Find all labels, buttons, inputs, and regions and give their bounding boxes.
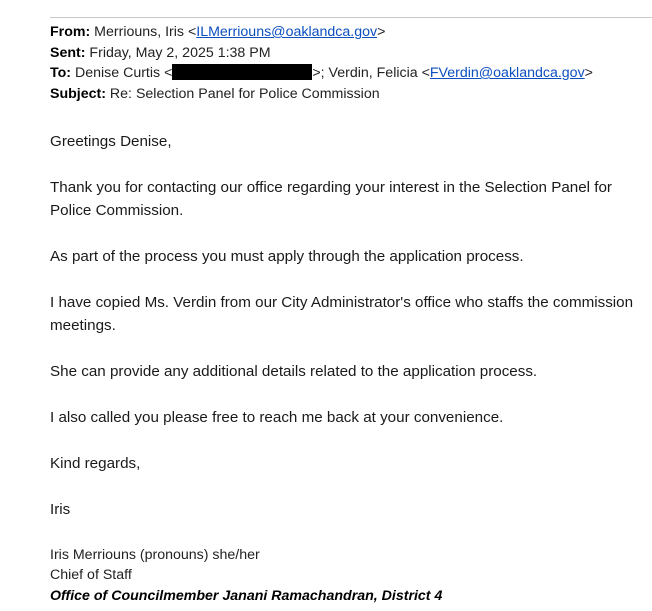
from-suffix: > bbox=[377, 24, 386, 40]
email-body bbox=[50, 130, 645, 544]
subject-row bbox=[50, 84, 593, 105]
from-label: From: bbox=[50, 24, 91, 40]
body-paragraph: I have copied Ms. Verdin from our City Administrator's office who staffs the commission meetings. bbox=[50, 294, 634, 334]
from-email-link[interactable]: ILMerriouns@oaklandca.gov bbox=[196, 24, 378, 40]
body-paragraph: I also called you please free to reach me back at your convenience. bbox=[50, 409, 504, 426]
signature-office: Office of Councilmember Janani Ramachandran, District 4 bbox=[50, 587, 443, 604]
to-row bbox=[50, 63, 593, 84]
email-signature bbox=[50, 545, 442, 606]
signature-title: Chief of Staff bbox=[50, 567, 132, 584]
greeting-paragraph: Greetings Denise, bbox=[50, 133, 172, 150]
signature-name: Iris Merriouns (pronouns) she/her bbox=[50, 547, 260, 563]
body-paragraph: As part of the process you must apply through the application process. bbox=[50, 248, 524, 265]
closing-paragraph: Kind regards, bbox=[50, 455, 141, 472]
to-mid: >; Verdin, Felicia < bbox=[312, 65, 430, 81]
subject-value: Re: Selection Panel for Police Commission bbox=[109, 85, 380, 102]
to-suffix: > bbox=[584, 65, 593, 81]
to-email-link[interactable]: FVerdin@oaklandca.gov bbox=[429, 65, 585, 81]
email-header bbox=[50, 22, 593, 104]
from-row bbox=[50, 22, 593, 43]
to-label: To: bbox=[50, 65, 72, 81]
body-paragraph: She can provide any additional details related to the application process. bbox=[50, 363, 538, 380]
from-name: Merriouns, Iris < bbox=[94, 24, 197, 40]
sender-first-name: Iris bbox=[50, 501, 71, 518]
sent-value: Friday, May 2, 2025 1:38 PM bbox=[89, 44, 271, 61]
to-name: Denise Curtis < bbox=[74, 65, 173, 81]
header-divider bbox=[50, 17, 652, 18]
body-paragraph: Thank you for contacting our office regarding your interest in the Selection Panel for Police Commission. bbox=[50, 179, 612, 219]
sent-row bbox=[50, 43, 593, 64]
redacted-email-block bbox=[172, 64, 312, 80]
subject-label: Subject: bbox=[50, 85, 106, 102]
sent-label: Sent: bbox=[50, 44, 86, 61]
